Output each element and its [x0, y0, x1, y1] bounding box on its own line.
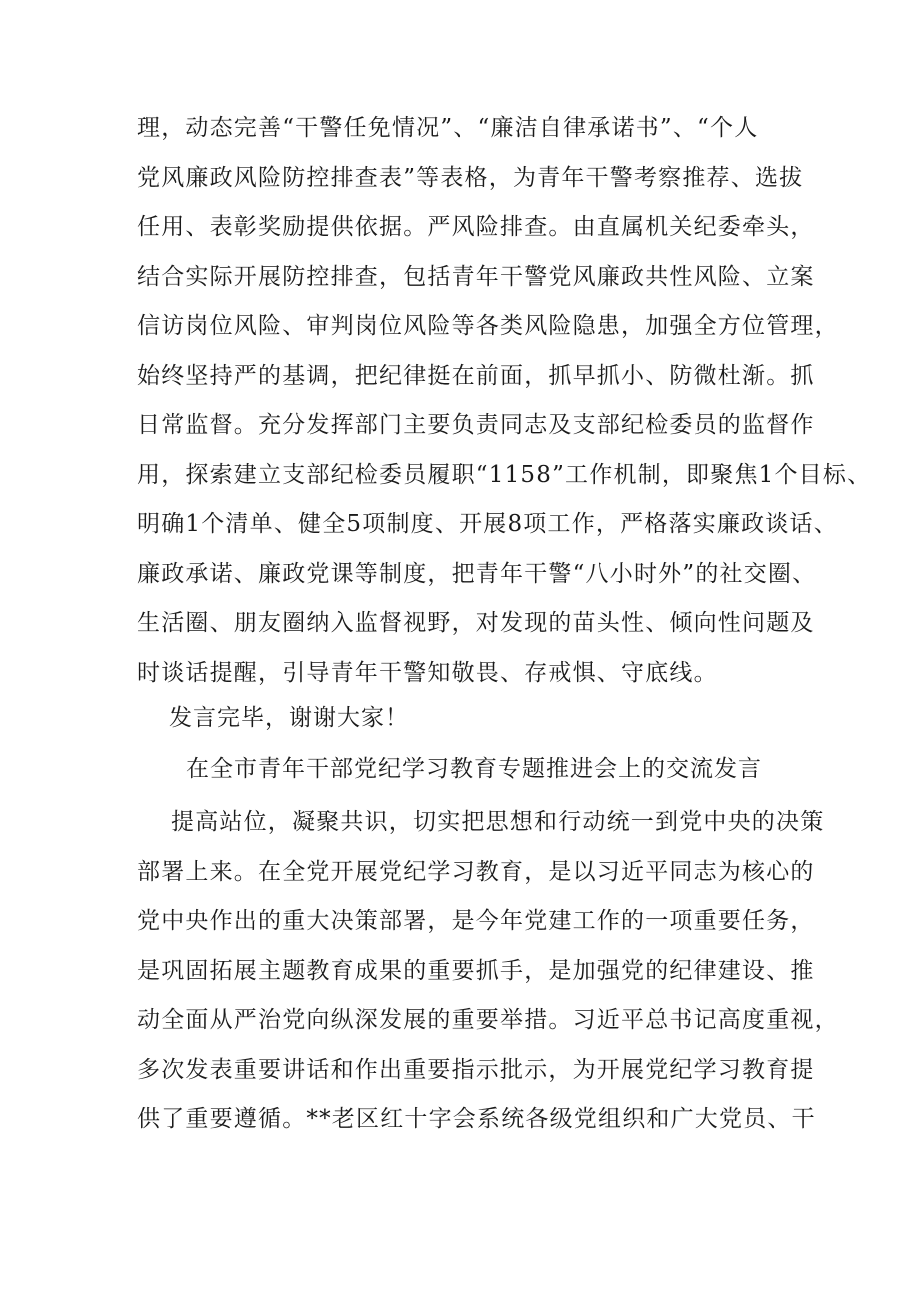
text-line: 任用、表彰奖励提供依据。严风险排查。由直属机关纪委牵头，: [137, 214, 815, 240]
text-line: 日常监督。充分发挥部门主要负责同志及支部纪检委员的监督作: [137, 412, 815, 438]
text-line: 结合实际开展防控排查，包括青年干警党风廉政共性风险、立案: [137, 263, 815, 290]
text-line: 明确1个清单、健全5项制度、开展8项工作，严格落实廉政谈话、: [137, 511, 838, 537]
speech-title: [186, 745, 806, 795]
text-line: 始终坚持严的基调，把纪律挺在前面，抓早抓小、防微杜渐。抓: [137, 362, 815, 389]
text-line: 部署上来。在全党开展党纪学习教育，是以习近平同志为核心的: [137, 858, 815, 885]
text-line: 动全面从严治党向纵深发展的重要举措。习近平总书记高度重视，: [137, 1007, 839, 1033]
text-line: 时谈话提醒，引导青年干警知敬畏、存戒惧、守底线。: [137, 659, 718, 686]
closing-text: 发言完毕，谢谢大家！: [169, 705, 409, 731]
text-line: 多次发表重要讲话和作出重要指示批示，为开展党纪学习教育提: [137, 1056, 815, 1083]
paragraph-opening: [137, 798, 839, 1145]
text-line: 信访岗位风险、审判岗位风险等各类风险隐患，加强全方位管理，: [137, 313, 839, 339]
text-line: 供了重要遵循。**老区红十字会系统各级党组织和广大党员、干: [137, 1106, 816, 1132]
text-line: 生活圈、朋友圈纳入监督视野，对发现的苗头性、倾向性问题及: [137, 610, 815, 636]
text-line: 是巩固拓展主题教育成果的重要抓手，是加强党的纪律建设、推: [137, 957, 815, 984]
text-line: 廉政承诺、廉政党课等制度，把青年干警“八小时外”的社交圈、: [137, 560, 817, 587]
text-line: 提高站位，凝聚共识，切实把思想和行动统一到党中央的决策: [171, 809, 825, 835]
text-line: 用，探索建立支部纪检委员履职“1158”工作机制，即聚焦1个目标、: [137, 461, 872, 488]
closing-remark: [137, 694, 817, 744]
title-text: 在全市青年干部党纪学习教育专题推进会上的交流发言: [186, 756, 762, 782]
text-line: 理，动态完善“干警任免情况”、“廉洁自律承诺书”、“个人: [137, 115, 759, 141]
text-line: 党中央作出的重大决策部署，是今年党建工作的一项重要任务，: [137, 908, 815, 934]
text-line: 党风廉政风险防控排查表”等表格，为青年干警考察推荐、选拔: [137, 164, 804, 191]
paragraph-supervision: [137, 104, 872, 698]
